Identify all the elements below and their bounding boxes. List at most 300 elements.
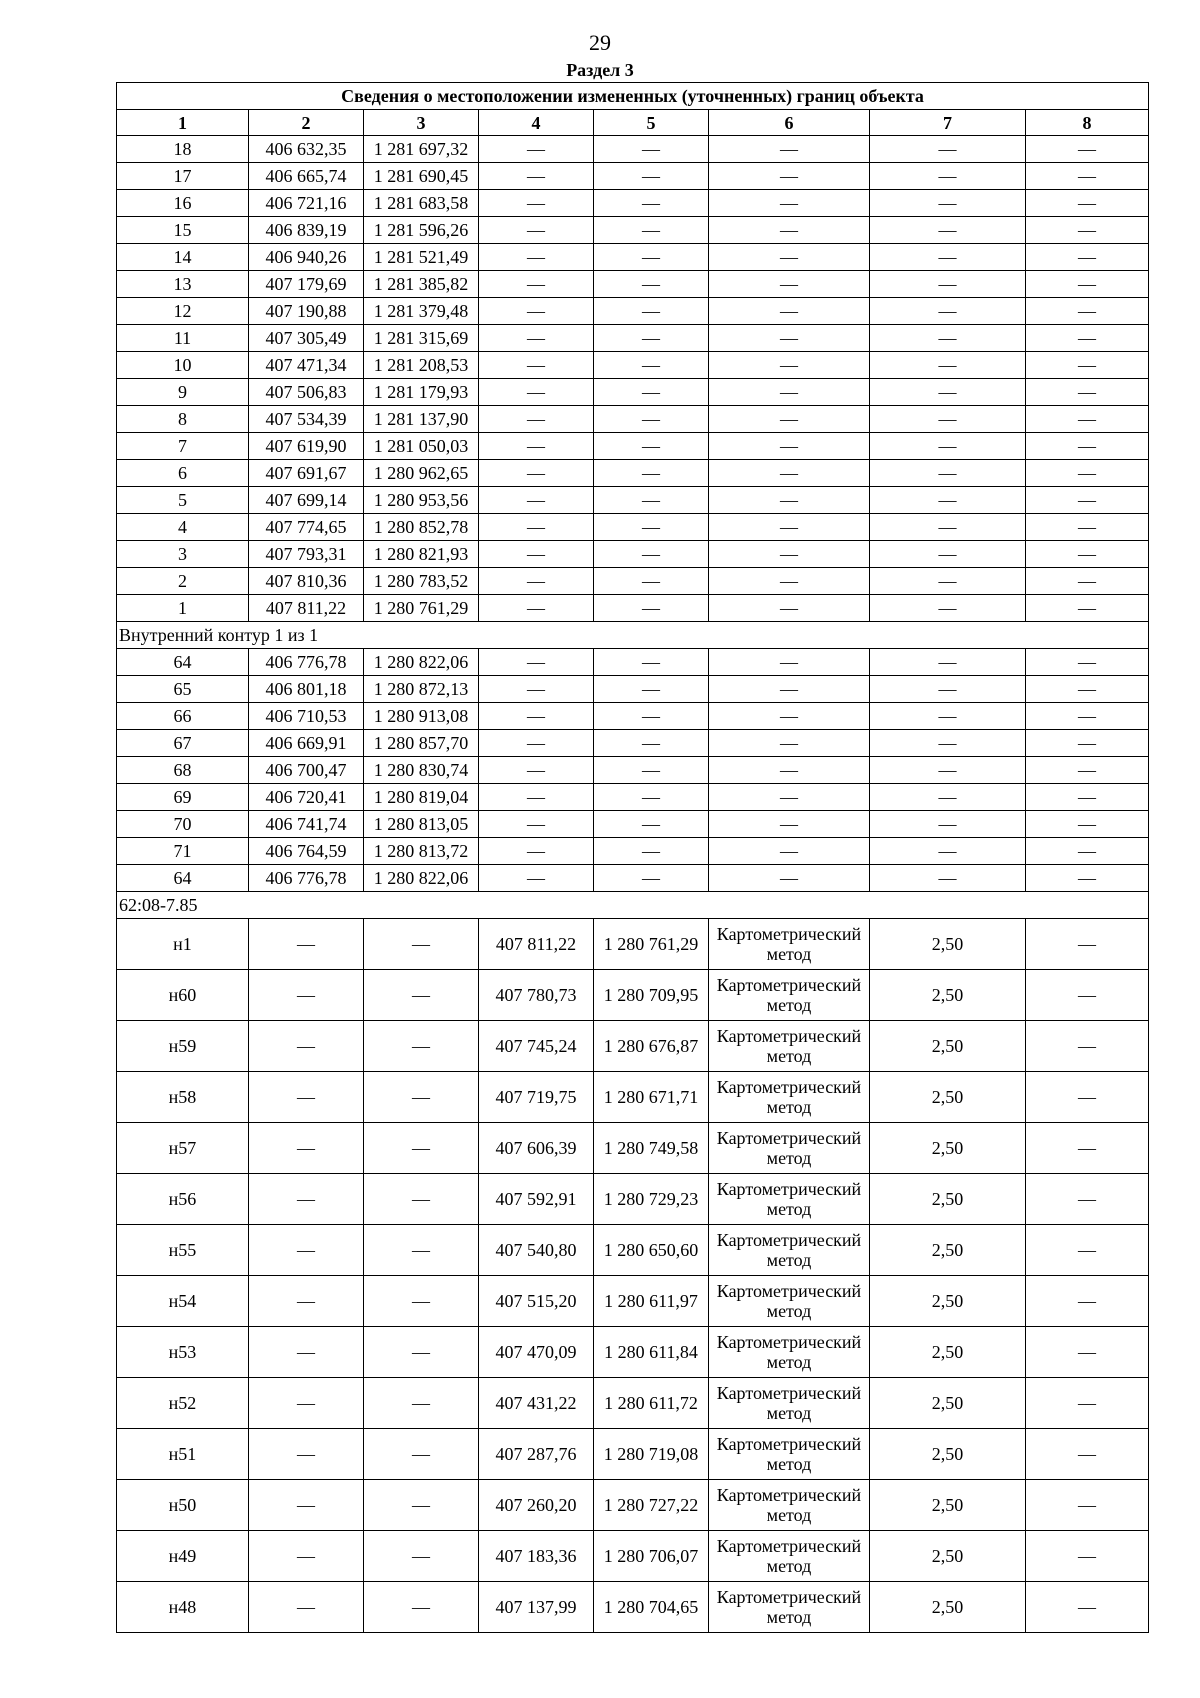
table-cell: 18	[117, 136, 249, 163]
table-row	[117, 568, 1149, 595]
table-cell: 1 280 962,65	[364, 460, 479, 487]
table-cell: —	[479, 217, 594, 244]
table-cell: —	[709, 568, 870, 595]
table-cell: Картометрический метод	[709, 1327, 870, 1378]
table-row	[117, 1327, 1149, 1378]
table-cell: —	[709, 136, 870, 163]
table-cell: 2,50	[870, 1480, 1026, 1531]
table-cell: —	[594, 379, 709, 406]
table-cell: —	[709, 217, 870, 244]
table-cell: —	[1026, 703, 1149, 730]
table-cell: —	[479, 514, 594, 541]
table-cell: 1 280 611,97	[594, 1276, 709, 1327]
table-row	[117, 1531, 1149, 1582]
table-cell: 2,50	[870, 1582, 1026, 1633]
table-cell: 1 281 315,69	[364, 325, 479, 352]
table-cell: 66	[117, 703, 249, 730]
table-row	[117, 784, 1149, 811]
table-cell: 2	[117, 568, 249, 595]
column-number: 1	[117, 110, 249, 136]
table-cell: —	[709, 676, 870, 703]
table-cell: —	[594, 784, 709, 811]
table-cell: 64	[117, 865, 249, 892]
table-cell: 65	[117, 676, 249, 703]
table-cell: —	[1026, 1429, 1149, 1480]
table-cell: —	[870, 730, 1026, 757]
table-row	[117, 406, 1149, 433]
table-cell: н56	[117, 1174, 249, 1225]
table-cell: 406 710,53	[249, 703, 364, 730]
table-cell: 1 281 596,26	[364, 217, 479, 244]
column-number: 4	[479, 110, 594, 136]
table-cell: 407 305,49	[249, 325, 364, 352]
table-cell: 406 801,18	[249, 676, 364, 703]
table-cell: —	[1026, 487, 1149, 514]
table-cell: —	[870, 649, 1026, 676]
table-cell: 1 280 704,65	[594, 1582, 709, 1633]
table-cell: —	[594, 217, 709, 244]
table-cell: —	[479, 487, 594, 514]
table-cell: —	[594, 811, 709, 838]
table-cell: 406 776,78	[249, 865, 364, 892]
table-cell: н54	[117, 1276, 249, 1327]
table-cell: —	[870, 460, 1026, 487]
table-cell: 1 280 813,72	[364, 838, 479, 865]
table-cell: —	[594, 838, 709, 865]
table-cell: —	[249, 1378, 364, 1429]
table-row	[117, 217, 1149, 244]
table-cell: —	[249, 1531, 364, 1582]
table-cell: —	[249, 1225, 364, 1276]
table-cell: —	[594, 406, 709, 433]
table-cell: —	[1026, 1582, 1149, 1633]
table-cell: н55	[117, 1225, 249, 1276]
table-cell: —	[479, 811, 594, 838]
table-cell: 1 280 706,07	[594, 1531, 709, 1582]
table-cell: н1	[117, 919, 249, 970]
table-cell: —	[870, 217, 1026, 244]
table-cell: —	[249, 1480, 364, 1531]
table-row	[117, 1582, 1149, 1633]
table-cell: —	[594, 433, 709, 460]
table-cell: —	[870, 406, 1026, 433]
table-cell: 1 280 852,78	[364, 514, 479, 541]
table-cell: 2,50	[870, 1072, 1026, 1123]
table-cell: —	[479, 757, 594, 784]
table-cell: 68	[117, 757, 249, 784]
table-cell: —	[709, 352, 870, 379]
table-cell: —	[249, 1174, 364, 1225]
table-cell: 407 699,14	[249, 487, 364, 514]
table-cell: —	[1026, 1123, 1149, 1174]
table-cell: —	[364, 1378, 479, 1429]
table-cell: н53	[117, 1327, 249, 1378]
table-cell: 407 470,09	[479, 1327, 594, 1378]
column-numbers-row	[117, 110, 1149, 136]
table-cell: 406 700,47	[249, 757, 364, 784]
table-cell: —	[1026, 352, 1149, 379]
table-cell: —	[594, 190, 709, 217]
table-cell: —	[479, 433, 594, 460]
table-cell: 2,50	[870, 1225, 1026, 1276]
table-row	[117, 379, 1149, 406]
table-cell: 406 721,16	[249, 190, 364, 217]
table-cell: 2,50	[870, 1021, 1026, 1072]
table-cell: —	[1026, 970, 1149, 1021]
table-cell: —	[1026, 811, 1149, 838]
table-cell: 1 281 385,82	[364, 271, 479, 298]
table-cell: —	[1026, 1327, 1149, 1378]
table-row	[117, 811, 1149, 838]
table-cell: 12	[117, 298, 249, 325]
table-cell: 1 280 830,74	[364, 757, 479, 784]
table-cell: —	[594, 460, 709, 487]
table-cell: —	[709, 595, 870, 622]
table-cell: 3	[117, 541, 249, 568]
table-cell: —	[364, 1480, 479, 1531]
table-cell: —	[479, 568, 594, 595]
table-row	[117, 163, 1149, 190]
table-cell: Картометрический метод	[709, 1072, 870, 1123]
table-cell: 407 774,65	[249, 514, 364, 541]
table-cell: 2,50	[870, 1378, 1026, 1429]
table-cell: 1 280 953,56	[364, 487, 479, 514]
table-cell: 1 281 137,90	[364, 406, 479, 433]
table-cell: —	[870, 379, 1026, 406]
table-cell: —	[594, 136, 709, 163]
table-cell: 1 281 208,53	[364, 352, 479, 379]
table-cell: Картометрический метод	[709, 1429, 870, 1480]
table-cell: —	[1026, 730, 1149, 757]
table-cell: 11	[117, 325, 249, 352]
table-cell: —	[479, 379, 594, 406]
table-cell: 407 606,39	[479, 1123, 594, 1174]
section-row	[117, 622, 1149, 649]
table-cell: —	[1026, 541, 1149, 568]
table-cell: 407 431,22	[479, 1378, 594, 1429]
table-cell: —	[709, 541, 870, 568]
table-cell: 407 506,83	[249, 379, 364, 406]
table-cell: —	[479, 298, 594, 325]
table-cell: Картометрический метод	[709, 1276, 870, 1327]
table-cell: 8	[117, 406, 249, 433]
table-cell: —	[364, 1276, 479, 1327]
table-cell: 1 280 709,95	[594, 970, 709, 1021]
column-number: 3	[364, 110, 479, 136]
table-row	[117, 1276, 1149, 1327]
table-cell: —	[364, 1072, 479, 1123]
table-cell: —	[479, 703, 594, 730]
table-cell: 64	[117, 649, 249, 676]
table-cell: 67	[117, 730, 249, 757]
table-cell: —	[870, 514, 1026, 541]
table-cell: 407 811,22	[249, 595, 364, 622]
table-cell: —	[594, 757, 709, 784]
table-cell: —	[870, 352, 1026, 379]
table-cell: 407 540,80	[479, 1225, 594, 1276]
table-cell: 6	[117, 460, 249, 487]
table-cell: 407 287,76	[479, 1429, 594, 1480]
table-cell: —	[709, 244, 870, 271]
table-body	[117, 136, 1149, 1633]
table-cell: Картометрический метод	[709, 1480, 870, 1531]
table-cell: —	[1026, 298, 1149, 325]
table-row	[117, 838, 1149, 865]
table-cell: 1 280 913,08	[364, 703, 479, 730]
table-cell: —	[364, 1174, 479, 1225]
table-cell: 407 745,24	[479, 1021, 594, 1072]
table-cell: Картометрический метод	[709, 1378, 870, 1429]
table-row	[117, 1225, 1149, 1276]
table-cell: —	[594, 595, 709, 622]
table-row	[117, 514, 1149, 541]
inner-contour-label: Внутренний контур 1 из 1	[117, 622, 1149, 649]
table-cell: Картометрический метод	[709, 1123, 870, 1174]
table-cell: —	[709, 811, 870, 838]
table-cell: —	[479, 190, 594, 217]
table-cell: —	[870, 541, 1026, 568]
table-cell: 406 741,74	[249, 811, 364, 838]
column-number: 8	[1026, 110, 1149, 136]
table-title: Сведения о местоположении измененных (уточненных) границ объекта	[117, 83, 1149, 110]
table-cell: —	[364, 1531, 479, 1582]
page-number: 29	[589, 30, 611, 55]
table-cell: 13	[117, 271, 249, 298]
table-row	[117, 325, 1149, 352]
table-cell: 1 280 761,29	[594, 919, 709, 970]
table-cell: —	[364, 1225, 479, 1276]
table-cell: 2,50	[870, 919, 1026, 970]
table-cell: 1 280 729,23	[594, 1174, 709, 1225]
table-cell: —	[870, 595, 1026, 622]
table-cell: 15	[117, 217, 249, 244]
table-cell: —	[709, 784, 870, 811]
table-row	[117, 676, 1149, 703]
table-cell: —	[870, 244, 1026, 271]
table-cell: —	[479, 352, 594, 379]
table-cell: 407 780,73	[479, 970, 594, 1021]
table-cell: —	[709, 757, 870, 784]
table-cell: —	[1026, 676, 1149, 703]
table-cell: —	[479, 163, 594, 190]
table-cell: —	[1026, 1174, 1149, 1225]
table-cell: 407 179,69	[249, 271, 364, 298]
table-row	[117, 487, 1149, 514]
table-cell: 1 281 379,48	[364, 298, 479, 325]
table-cell: Картометрический метод	[709, 1582, 870, 1633]
table-cell: Картометрический метод	[709, 1174, 870, 1225]
table-cell: 1	[117, 595, 249, 622]
table-cell: —	[249, 1021, 364, 1072]
column-number: 5	[594, 110, 709, 136]
table-cell: —	[870, 136, 1026, 163]
table-cell: —	[1026, 595, 1149, 622]
table-cell: —	[870, 568, 1026, 595]
table-cell: 1 280 857,70	[364, 730, 479, 757]
table-cell: —	[479, 244, 594, 271]
table-row	[117, 190, 1149, 217]
table-cell: —	[1026, 406, 1149, 433]
table-cell: —	[870, 487, 1026, 514]
table-cell: —	[249, 1276, 364, 1327]
table-cell: —	[594, 568, 709, 595]
table-cell: —	[364, 1021, 479, 1072]
table-cell: 407 534,39	[249, 406, 364, 433]
table-row	[117, 1072, 1149, 1123]
table-cell: —	[479, 541, 594, 568]
table-cell: —	[870, 811, 1026, 838]
table-cell: —	[1026, 1225, 1149, 1276]
table-cell: 2,50	[870, 1123, 1026, 1174]
table-cell: 1 280 611,84	[594, 1327, 709, 1378]
table-row	[117, 1021, 1149, 1072]
table-cell: 17	[117, 163, 249, 190]
table-cell: 2,50	[870, 1276, 1026, 1327]
table-cell: —	[249, 1123, 364, 1174]
table-cell: —	[1026, 1378, 1149, 1429]
table-cell: 407 592,91	[479, 1174, 594, 1225]
table-cell: —	[1026, 919, 1149, 970]
table-cell: 1 280 819,04	[364, 784, 479, 811]
table-cell: —	[870, 298, 1026, 325]
table-cell: —	[594, 514, 709, 541]
table-cell: н49	[117, 1531, 249, 1582]
table-cell: —	[870, 271, 1026, 298]
table-cell: 1 280 872,13	[364, 676, 479, 703]
table-cell: 2,50	[870, 1429, 1026, 1480]
table-cell: —	[249, 1429, 364, 1480]
table-cell: 9	[117, 379, 249, 406]
table-cell: —	[594, 352, 709, 379]
table-cell: —	[709, 406, 870, 433]
table-row	[117, 703, 1149, 730]
table-cell: 1 280 719,08	[594, 1429, 709, 1480]
table-cell: 1 280 611,72	[594, 1378, 709, 1429]
table-cell: —	[249, 1327, 364, 1378]
table-cell: 406 665,74	[249, 163, 364, 190]
table-cell: —	[479, 271, 594, 298]
table-cell: —	[709, 379, 870, 406]
table-cell: —	[364, 1582, 479, 1633]
table-row	[117, 970, 1149, 1021]
table-cell: —	[479, 784, 594, 811]
table-cell: —	[870, 163, 1026, 190]
table-cell: 406 632,35	[249, 136, 364, 163]
table-cell: —	[709, 838, 870, 865]
table-cell: —	[479, 865, 594, 892]
table-cell: —	[870, 703, 1026, 730]
table-row	[117, 1429, 1149, 1480]
table-cell: 10	[117, 352, 249, 379]
table-row	[117, 595, 1149, 622]
table-cell: 1 280 822,06	[364, 865, 479, 892]
table-cell: н51	[117, 1429, 249, 1480]
table-cell: —	[594, 865, 709, 892]
table-cell: —	[249, 919, 364, 970]
table-cell: н59	[117, 1021, 249, 1072]
table-cell: —	[594, 730, 709, 757]
table-cell: —	[364, 919, 479, 970]
table-cell: —	[1026, 1276, 1149, 1327]
table-cell: 1 280 783,52	[364, 568, 479, 595]
table-cell: —	[594, 541, 709, 568]
table-cell: 2,50	[870, 1327, 1026, 1378]
table-cell: —	[870, 784, 1026, 811]
table-cell: 406 776,78	[249, 649, 364, 676]
table-cell: 1 280 813,05	[364, 811, 479, 838]
table-cell: Картометрический метод	[709, 1531, 870, 1582]
table-cell: —	[594, 703, 709, 730]
table-cell: —	[1026, 379, 1149, 406]
object-label: 62:08-7.85	[117, 892, 1149, 919]
table-cell: —	[249, 1582, 364, 1633]
table-row	[117, 136, 1149, 163]
table-cell: 406 839,19	[249, 217, 364, 244]
table-cell: —	[249, 1072, 364, 1123]
table-cell: —	[870, 325, 1026, 352]
table-cell: —	[709, 865, 870, 892]
table-row	[117, 649, 1149, 676]
table-row	[117, 271, 1149, 298]
table-cell: 407 471,34	[249, 352, 364, 379]
table-cell: 407 137,99	[479, 1582, 594, 1633]
table-cell: —	[709, 703, 870, 730]
table-row	[117, 1378, 1149, 1429]
table-cell: —	[1026, 271, 1149, 298]
table-cell: н50	[117, 1480, 249, 1531]
table-row	[117, 757, 1149, 784]
table-row	[117, 865, 1149, 892]
table-cell: Картометрический метод	[709, 919, 870, 970]
table-cell: 16	[117, 190, 249, 217]
table-cell: —	[479, 460, 594, 487]
table-cell: 407 619,90	[249, 433, 364, 460]
table-cell: —	[870, 676, 1026, 703]
table-cell: —	[1026, 217, 1149, 244]
table-cell: 406 764,59	[249, 838, 364, 865]
table-cell: 1 280 761,29	[364, 595, 479, 622]
table-cell: 1 281 179,93	[364, 379, 479, 406]
table-cell: —	[1026, 163, 1149, 190]
table-cell: 407 190,88	[249, 298, 364, 325]
table-cell: Картометрический метод	[709, 1225, 870, 1276]
table-cell: —	[364, 1327, 479, 1378]
table-cell: Картометрический метод	[709, 970, 870, 1021]
table-cell: —	[709, 298, 870, 325]
table-row	[117, 433, 1149, 460]
table-cell: 407 810,36	[249, 568, 364, 595]
table-cell: —	[594, 649, 709, 676]
table-cell: —	[1026, 838, 1149, 865]
table-cell: 1 281 690,45	[364, 163, 479, 190]
table-cell: н48	[117, 1582, 249, 1633]
table-cell: 70	[117, 811, 249, 838]
table-cell: 1 281 521,49	[364, 244, 479, 271]
table-cell: —	[1026, 1021, 1149, 1072]
table-row	[117, 298, 1149, 325]
table-cell: —	[709, 163, 870, 190]
table-cell: —	[1026, 514, 1149, 541]
table-cell: 407 183,36	[479, 1531, 594, 1582]
table-cell: 69	[117, 784, 249, 811]
table-row	[117, 352, 1149, 379]
table-cell: —	[870, 757, 1026, 784]
table-cell: —	[1026, 1480, 1149, 1531]
table-cell: —	[709, 433, 870, 460]
table-cell: —	[364, 1429, 479, 1480]
table-cell: 1 280 676,87	[594, 1021, 709, 1072]
table-cell: —	[709, 487, 870, 514]
